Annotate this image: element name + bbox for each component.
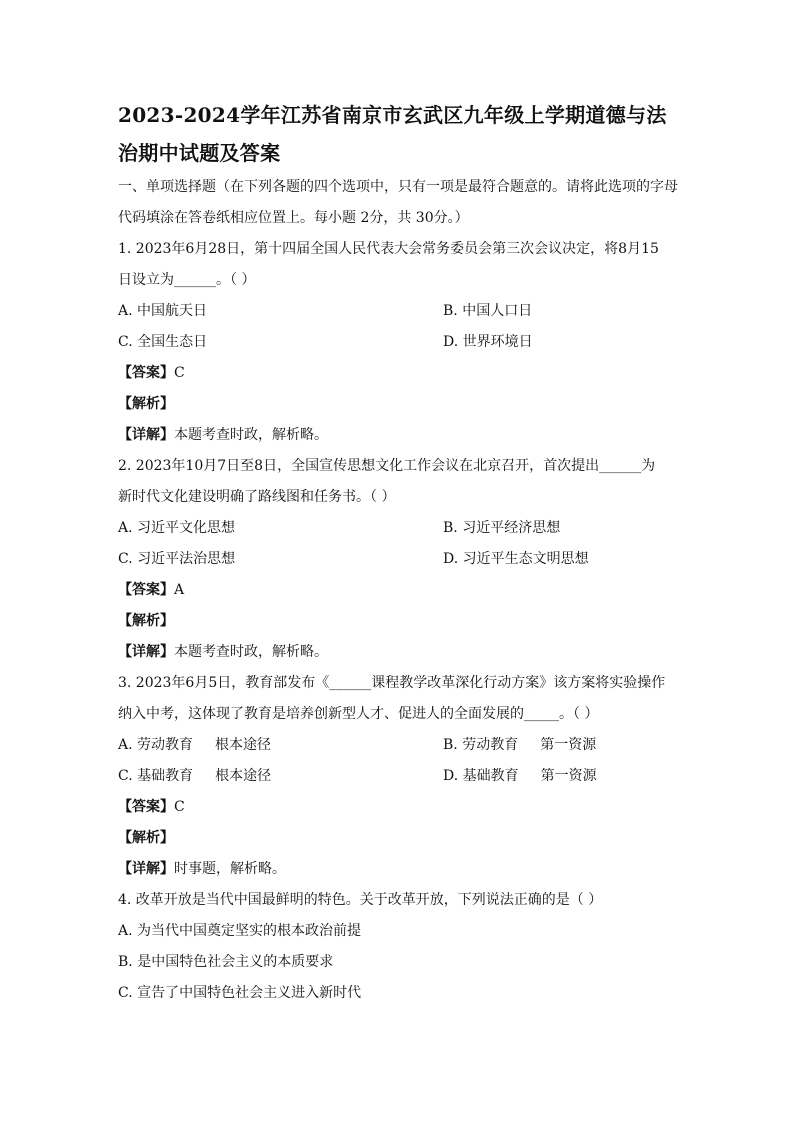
option-c-part-2: 根本途径	[215, 768, 272, 784]
question-4-option-a: A. 为当代中国奠定坚实的根本政治前提	[118, 923, 362, 939]
question-4-option-b: B. 是中国特色社会主义的本质要求	[118, 954, 334, 970]
question-1-stem-line-1: 1. 2023年6月28日，第十四届全国人民代表大会常务委员会第三次会议决定，将8月15	[118, 241, 659, 257]
question-3-analysis	[118, 823, 678, 854]
title-line-1: 2023-2024学年江苏省南京市玄武区九年级上学期道德与法	[118, 103, 667, 127]
question-2-analysis	[118, 606, 678, 637]
question-1-option-d: D. 世界环境日	[443, 334, 533, 350]
detail-label: 【详解】	[118, 861, 174, 877]
question-1-options-row-2	[118, 327, 678, 358]
detail-text: 时事题，解析略。	[174, 861, 286, 877]
question-2-options-row-1	[118, 513, 678, 544]
document-page	[118, 96, 678, 1009]
question-1-analysis	[118, 389, 678, 420]
section-instruction-line-1: 一、单项选择题（在下列各题的四个选项中，只有一项是最符合题意的。请将此选项的字母	[118, 179, 678, 195]
question-1-options-row-1	[118, 296, 678, 327]
question-1-answer	[118, 358, 678, 389]
question-2-option-c: C. 习近平法治思想	[118, 551, 236, 567]
document-title	[118, 96, 678, 172]
question-3	[118, 668, 678, 885]
answer-label: 【答案】	[118, 582, 174, 598]
question-3-option-d	[443, 761, 597, 792]
question-3-stem-line-1: 3. 2023年6月5日，教育部发布《______课程教学改革深化行动方案》该方案将实验操作	[118, 675, 666, 691]
question-3-option-b	[443, 730, 596, 761]
option-a-part-1: A. 劳动教育	[118, 737, 194, 753]
question-4	[118, 885, 678, 1009]
analysis-label: 【解析】	[118, 830, 174, 846]
question-2-option-a: A. 习近平文化思想	[118, 520, 236, 536]
question-3-options-row-1	[118, 730, 678, 761]
section-heading	[118, 172, 678, 234]
question-2-option-d: D. 习近平生态文明思想	[443, 551, 589, 567]
detail-text: 本题考查时政，解析略。	[174, 427, 328, 443]
answer-value: C	[174, 365, 185, 381]
option-c-part-1: C. 基础教育	[118, 768, 194, 784]
analysis-label: 【解析】	[118, 613, 174, 629]
option-d-part-1: D. 基础教育	[443, 768, 519, 784]
question-1-option-c: C. 全国生态日	[118, 334, 208, 350]
question-4-option-c: C. 宣告了中国特色社会主义进入新时代	[118, 985, 362, 1001]
question-2-stem-line-1: 2. 2023年10月7日至8日，全国宣传思想文化工作会议在北京召开，首次提出______为	[118, 458, 656, 474]
question-3-answer	[118, 792, 678, 823]
option-a-part-2: 根本途径	[215, 737, 272, 753]
question-2-stem-line-2: 新时代文化建设明确了路线图和任务书。（ ）	[118, 489, 396, 505]
question-1-stem-line-2: 日设立为______。（ ）	[118, 272, 256, 288]
detail-label: 【详解】	[118, 644, 174, 660]
question-1-detail	[118, 420, 678, 451]
answer-value: A	[174, 582, 185, 598]
question-3-options-row-2	[118, 761, 678, 792]
question-3-option-c	[118, 761, 443, 792]
question-2-options-row-2	[118, 544, 678, 575]
question-1-option-b: B. 中国人口日	[443, 303, 533, 319]
question-3-stem-line-2: 纳入中考，这体现了教育是培养创新型人才、促进人的全面发展的_____。（ ）	[118, 706, 599, 722]
question-2-detail	[118, 637, 678, 668]
title-line-2: 治期中试题及答案	[118, 141, 281, 165]
question-1	[118, 234, 678, 451]
option-b-part-2: 第一资源	[540, 737, 597, 753]
question-4-stem: 4. 改革开放是当代中国最鲜明的特色。关于改革开放，下列说法正确的是（ ）	[118, 892, 603, 908]
answer-label: 【答案】	[118, 365, 174, 381]
question-2	[118, 451, 678, 668]
option-b-part-1: B. 劳动教育	[443, 737, 519, 753]
analysis-label: 【解析】	[118, 396, 174, 412]
section-instruction-line-2: 代码填涂在答卷纸相应位置上。每小题 2分，共 30分。）	[118, 210, 469, 226]
answer-label: 【答案】	[118, 799, 174, 815]
detail-text: 本题考查时政，解析略。	[174, 644, 328, 660]
option-d-part-2: 第一资源	[540, 768, 597, 784]
question-2-option-b: B. 习近平经济思想	[443, 520, 561, 536]
question-3-option-a	[118, 730, 443, 761]
question-3-detail	[118, 854, 678, 885]
answer-value: C	[174, 799, 185, 815]
question-1-option-a: A. 中国航天日	[118, 303, 208, 319]
question-2-answer	[118, 575, 678, 606]
detail-label: 【详解】	[118, 427, 174, 443]
